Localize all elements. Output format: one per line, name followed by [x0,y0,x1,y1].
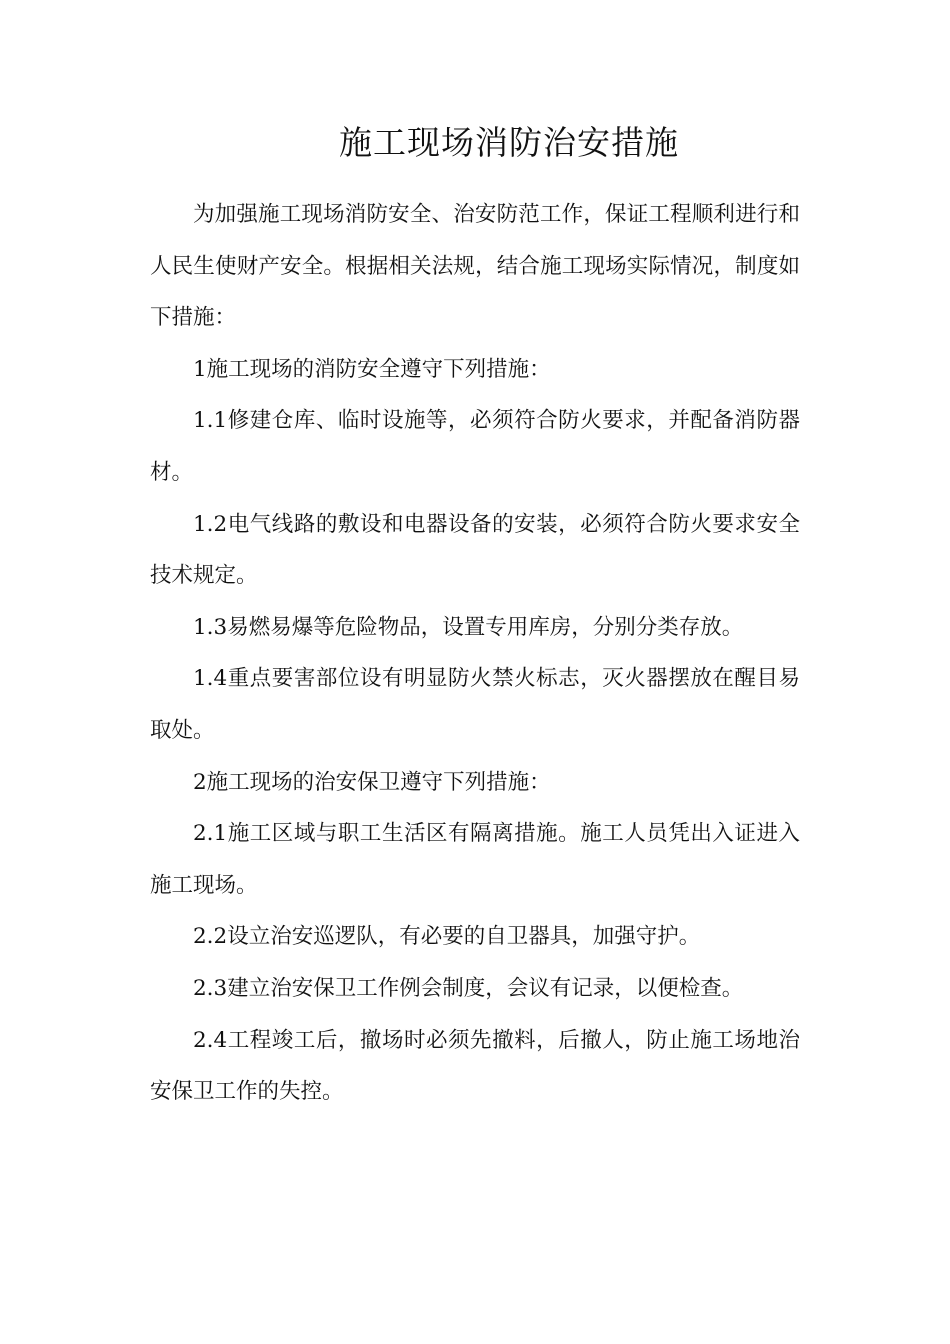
paragraph-item-2-3: 2.3建立治安保卫工作例会制度，会议有记录，以便检查。 [193,975,744,1001]
paragraph-item-2-1: 2.1施工区域与职工生活区有隔离措施。施工人员凭出入证进入施工现场。 [150,821,800,898]
paragraph-item-1-1: 1.1修建仓库、临时设施等，必须符合防火要求，并配备消防器材。 [150,408,800,485]
paragraph-item-2-2: 2.2设立治安巡逻队，有必要的自卫器具，加强守护。 [193,924,701,950]
paragraph-section-2-heading: 2施工现场的治安保卫遵守下列措施： [193,769,551,795]
paragraph-item-1-3: 1.3易燃易爆等危险物品，设置专用库房，分别分类存放。 [193,614,744,640]
paragraph-item-1-4: 1.4重点要害部位设有明显防火禁火标志，灭火器摆放在醒目易取处。 [150,666,800,743]
paragraph-item-2-4: 2.4工程竣工后，撤场时必须先撤料，后撤人，防止施工场地治安保卫工作的失控。 [150,1027,800,1105]
paragraph-section-1-heading: 1施工现场的消防安全遵守下列措施： [193,356,551,382]
paragraph-intro: 为加强施工现场消防安全、治安防范工作，保证工程顺利进行和人民生使财产安全。根据相关法规，结合施工现场实际情况，制度如下措施： [150,202,800,331]
document-body [150,189,800,1118]
document-title: 施工现场消防治安措施 [339,123,679,162]
paragraph-item-1-2: 1.2电气线路的敷设和电器设备的安装，必须符合防火要求安全技术规定。 [150,511,800,589]
